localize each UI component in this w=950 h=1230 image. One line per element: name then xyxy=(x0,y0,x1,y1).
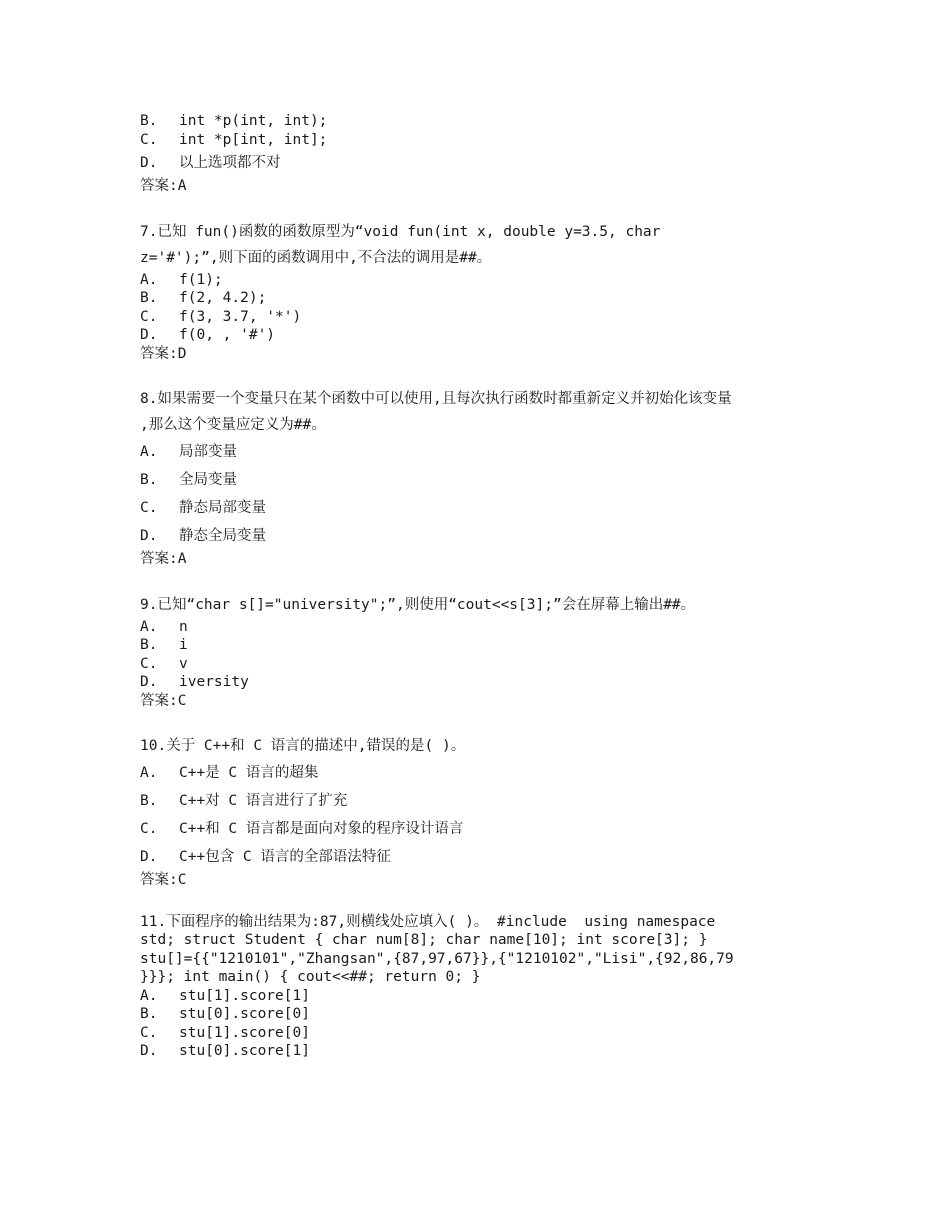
question-11 xyxy=(140,913,810,1061)
question-stem: z='#');”,则下面的函数调用中,不合法的调用是##。 xyxy=(140,249,492,266)
question-stem: 9.已知“char s[]="university";”,则使用“cout<<s[3];”会在屏幕上输出##。 xyxy=(140,596,696,613)
option-d: D. C++包含 C 语言的全部语法特征 xyxy=(140,849,391,865)
option-c: C. C++和 C 语言都是面向对象的程序设计语言 xyxy=(140,821,464,837)
option-c: C. int *p[int, int]; xyxy=(140,131,328,148)
question-stem: 7.已知 fun()函数的函数原型为“void fun(int x, double y=3.5, char xyxy=(140,223,661,240)
option-d: D. 以上选项都不对 xyxy=(140,155,281,171)
answer: 答案:A xyxy=(140,178,187,194)
answer: 答案:C xyxy=(140,692,187,709)
question-stem: 8.如果需要一个变量只在某个函数中可以使用,且每次执行函数时都重新定义并初始化该变量 xyxy=(140,391,732,407)
answer: 答案:C xyxy=(140,872,187,888)
question-9 xyxy=(140,592,810,711)
option-a: A. 局部变量 xyxy=(140,444,237,460)
option-c: C. stu[1].score[0] xyxy=(140,1024,310,1041)
question-stem: stu[]={{"1210101","Zhangsan",{87,97,67}},{"1210102","Lisi",{92,86,79 xyxy=(140,950,734,967)
option-b: B. i xyxy=(140,637,188,653)
option-b: B. 全局变量 xyxy=(140,472,237,488)
question-7 xyxy=(140,219,810,364)
answer: 答案:A xyxy=(140,551,187,567)
option-a: A. n xyxy=(140,618,188,635)
option-a: A. C++是 C 语言的超集 xyxy=(140,765,319,781)
option-a: A. f(1); xyxy=(140,271,223,288)
option-b: B. C++对 C 语言进行了扩充 xyxy=(140,793,348,809)
question-stem: std; struct Student { char num[8]; char name[10]; int score[3]; } xyxy=(140,932,708,948)
option-a: A. stu[1].score[1] xyxy=(140,987,310,1004)
option-d: D. iversity xyxy=(140,674,249,690)
question-stem: ,那么这个变量应定义为##。 xyxy=(140,417,326,433)
option-b: B. int *p(int, int); xyxy=(140,113,328,129)
option-d: D. 静态全局变量 xyxy=(140,528,266,544)
option-c: C. f(3, 3.7, '*') xyxy=(140,308,302,325)
document-content xyxy=(140,112,810,1061)
option-d: D. stu[0].score[1] xyxy=(140,1043,310,1059)
option-c: C. 静态局部变量 xyxy=(140,500,266,516)
question-10 xyxy=(140,733,810,890)
option-c: C. v xyxy=(140,655,188,672)
question-stem: 11.下面程序的输出结果为:87,则横线处应填入( )。 #include using namespace xyxy=(140,913,716,930)
question-8 xyxy=(140,386,810,569)
option-d: D. f(0, , '#') xyxy=(140,327,276,343)
option-b: B. f(2, 4.2); xyxy=(140,290,267,306)
option-b: B. stu[0].score[0] xyxy=(140,1006,310,1022)
question-stem: }}}; int main() { cout<<##; return 0; } xyxy=(140,969,481,985)
question-stem: 10.关于 C++和 C 语言的描述中,错误的是( )。 xyxy=(140,738,466,754)
answer: 答案:D xyxy=(140,345,187,362)
